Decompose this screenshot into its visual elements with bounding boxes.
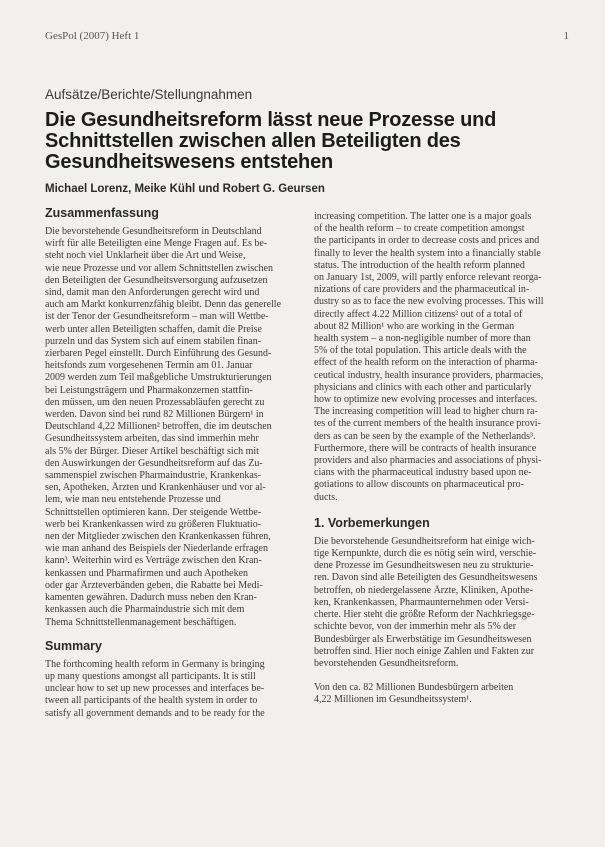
text-line: providers and also pharmacies and associations of physi- (314, 455, 542, 467)
text-line: oder gar Ärzteverbänden geben, die Rabatte bei Medi- (45, 579, 263, 591)
text-line: sen, Apotheken, Ärzten und Krankenhäuser und vor al- (45, 482, 266, 494)
text-line: Bundesbürger als Erwerbstätige im Gesundheitswesen (314, 633, 532, 645)
text-line: 2009 werden zum Teil maßgebliche Umstrukturierungen (45, 372, 272, 384)
text-line: health system – a non-negligible number of more than (314, 333, 531, 345)
text-line: unclear how to set up new processes and interfaces be- (45, 683, 265, 695)
right-column (314, 211, 569, 707)
text-line: den Auswirkungen der Gesundheitsreform auf das Zu- (45, 457, 263, 469)
text-line: effect of the health reform on the interaction of pharma- (314, 357, 538, 369)
text-line: betroffen sind. Hier noch einige Zahlen und Fakten zur (314, 645, 535, 657)
text-line: Schnittstellen optimieren kann. Der steigende Wettbe- (45, 506, 262, 518)
text-line: wie neue Prozesse und vor allem Schnittstellen zwischen (45, 262, 273, 274)
text-line: werden. Davon sind bei rund 82 Millionen Bürgern¹ in (45, 409, 264, 421)
text-line: status. The introduction of the health reform planned (314, 259, 525, 271)
text-line: lem, wie man neu entstehende Prozesse und (45, 494, 221, 506)
text-line: bevorstehenden Gesundheitsreform. (314, 657, 459, 669)
text-line: steht noch viel Unklarheit über die Art und Weise, (45, 250, 246, 262)
text-line: purzeln und das System sich auf einem stabilen finan- (45, 335, 262, 347)
text-line: about 82 Million¹ who are working in the German (314, 320, 515, 332)
text-line: tes of the current members of the health insurance provi- (314, 418, 541, 430)
text-line: of the health reform – to create competition amongst (314, 223, 525, 235)
text-line: sammenspiel zwischen Pharmaindustrie, Krankenkas- (45, 470, 262, 482)
text-line: ist der Tenor der Gesundheitsreform – man will Wettbe- (45, 311, 269, 323)
text-line: kenkassen und Pharmafirmen und auch Apotheken (45, 567, 249, 579)
text-line: increasing competition. The latter one is a major goals (314, 211, 532, 222)
text-line: Furthermore, there will be contracts of health insurance (314, 442, 537, 454)
text-line: bei Leistungsträgern und Pharmakonzernen stattfin- (45, 384, 253, 396)
running-header (45, 30, 569, 44)
zusammenfassung-heading: Zusammenfassung (45, 206, 159, 220)
text-line: Thema Schnittstellenmanagement beschäftigen. (45, 616, 237, 628)
vorbemerkungen-text-2 (314, 682, 569, 706)
title-line: Die Gesundheitsreform lässt neue Prozesse und (45, 109, 497, 131)
text-line: den Beteiligten der Gesundheitsversorgung aufzusetzen (45, 274, 268, 286)
summary-continued-text (314, 211, 569, 504)
text-line: nizations of care providers and the pharmaceutical in- (314, 284, 530, 296)
summary-text (45, 659, 300, 720)
text-line: tween all participants of the health system in order to (45, 695, 258, 707)
summary-heading: Summary (45, 638, 102, 653)
text-line: cians with the pharmaceutical industry based upon ne- (314, 467, 532, 479)
journal-name: GesPol (2007) Heft 1 (45, 30, 140, 42)
text-line: Gesundheitssystem arbeiten, das sind immerhin mehr (45, 433, 259, 445)
title-line: Gesundheitswesens entstehen (45, 151, 334, 173)
text-line: betroffen, ob niedergelassene Ärzte, Kliniken, Apothe- (314, 584, 534, 596)
zusammenfassung-text (45, 226, 300, 629)
text-line: Von den ca. 82 Millionen Bundesbürgern arbeiten (314, 682, 514, 694)
article-title (45, 110, 570, 173)
text-line: up many questions amongst all participants. It is still (45, 670, 256, 682)
text-line: heitsfonds zum vorgesehenen Termin am 01. Januar (45, 360, 253, 372)
title-line: Schnittstellen zwischen allen Beteiligten des (45, 130, 461, 152)
vorbemerkungen-heading: 1. Vorbemerkungen (314, 515, 430, 530)
text-line: zierbaren Pegel einstellt. Durch Einführung des Gesund- (45, 348, 272, 360)
text-line: Deutschland 4,22 Millionen² betroffen, die im deutschen (45, 421, 272, 433)
authors: Michael Lorenz, Meike Kühl und Robert G. Geursen (45, 183, 325, 195)
text-line: directly affect 4.22 Million citizens² out of a total of (314, 308, 523, 320)
text-line: ken, Krankenkassen, Pharmaunternehmen oder Versi- (314, 596, 529, 608)
text-line: on January 1st, 2009, will partly enforce relevant reorga- (314, 272, 542, 284)
text-line: 4,22 Millionen im Gesundheitssystem¹. (314, 694, 472, 706)
text-line: schichte bevor, von der immerhin mehr als 5% der (314, 621, 517, 633)
text-line: cherte. Hier steht die größte Reform der Nachkriegsge- (314, 609, 535, 621)
text-line: auch am Markt konkurrenzfähig bleibt. Denn das generelle (45, 299, 282, 311)
text-line: werb bei Krankenkassen wird zu größeren Fluktuatio- (45, 518, 262, 530)
text-line: gotiations to allow discounts on pharmaceutical pro- (314, 479, 524, 491)
page-number: 1 (563, 30, 569, 42)
text-line: kenkassen auch die Pharmaindustrie sich mit dem (45, 604, 245, 616)
text-line: als 5% der Bürger. Dieser Artikel beschäftigt sich mit (45, 445, 259, 457)
text-line: ders as can be seen by the example of the Netherlands³. (314, 430, 536, 442)
text-line: finally to lever the health system into a financially stable (314, 247, 541, 259)
text-line: 5% of the total population. This article deals with the (314, 345, 527, 357)
text-line: den müssen, um den neuen Prozessabläufen gerecht zu (45, 396, 265, 408)
text-line: The forthcoming health reform in Germany is bringing (45, 658, 265, 670)
text-line: wie man anhand des Beispiels der Niederlande erfragen (45, 543, 268, 555)
text-line: tige Kernpunkte, durch die es nötig sein wird, verschie- (314, 548, 537, 560)
text-line: werb unter allen Beteiligten schaffen, damit die Preise (45, 323, 262, 335)
text-line: how to optimize new evolving processes and interfaces. (314, 394, 538, 406)
text-line: the participants in order to decrease costs and prices and (314, 235, 540, 247)
text-line: dustry so as to face the new evolving processes. This will (314, 296, 544, 308)
text-line: Die bevorstehende Gesundheitsreform in Deutschland (45, 226, 262, 237)
text-line: wirft für alle Beteiligten eine Menge Fragen auf. Es be- (45, 238, 268, 250)
text-line: ducts. (314, 491, 338, 503)
vorbemerkungen-text (314, 536, 569, 670)
text-line: nen der Mitglieder zwischen den Krankenkassen führen, (45, 531, 271, 543)
left-column (45, 206, 300, 720)
text-line: kamenten gewähren. Dadurch muss neben den Kran- (45, 592, 257, 604)
text-line: dene Prozesse im Gesundheitswesen neu zu strukturie- (314, 560, 534, 572)
text-line: ceutical industry, health insurance providers, pharmacies, (314, 369, 544, 381)
text-line: kann³. Weiterhin wird es Verträge zwischen den Kran- (45, 555, 262, 567)
section-label: Aufsätze/Berichte/Stellungnahmen (45, 87, 253, 102)
text-line: satisfy all government demands and to be ready for the (45, 707, 265, 719)
text-line: sind, damit man den Anforderungen gerecht wird und (45, 287, 260, 299)
text-line: Die bevorstehende Gesundheitsreform hat einige wich- (314, 535, 535, 547)
text-line: ren. Davon sind alle Beteiligten des Gesundheitswesens (314, 572, 538, 584)
text-line: The increasing competition will lead to higher churn ra- (314, 406, 538, 418)
text-line: physicians and clinics with each other and particularly (314, 381, 532, 393)
